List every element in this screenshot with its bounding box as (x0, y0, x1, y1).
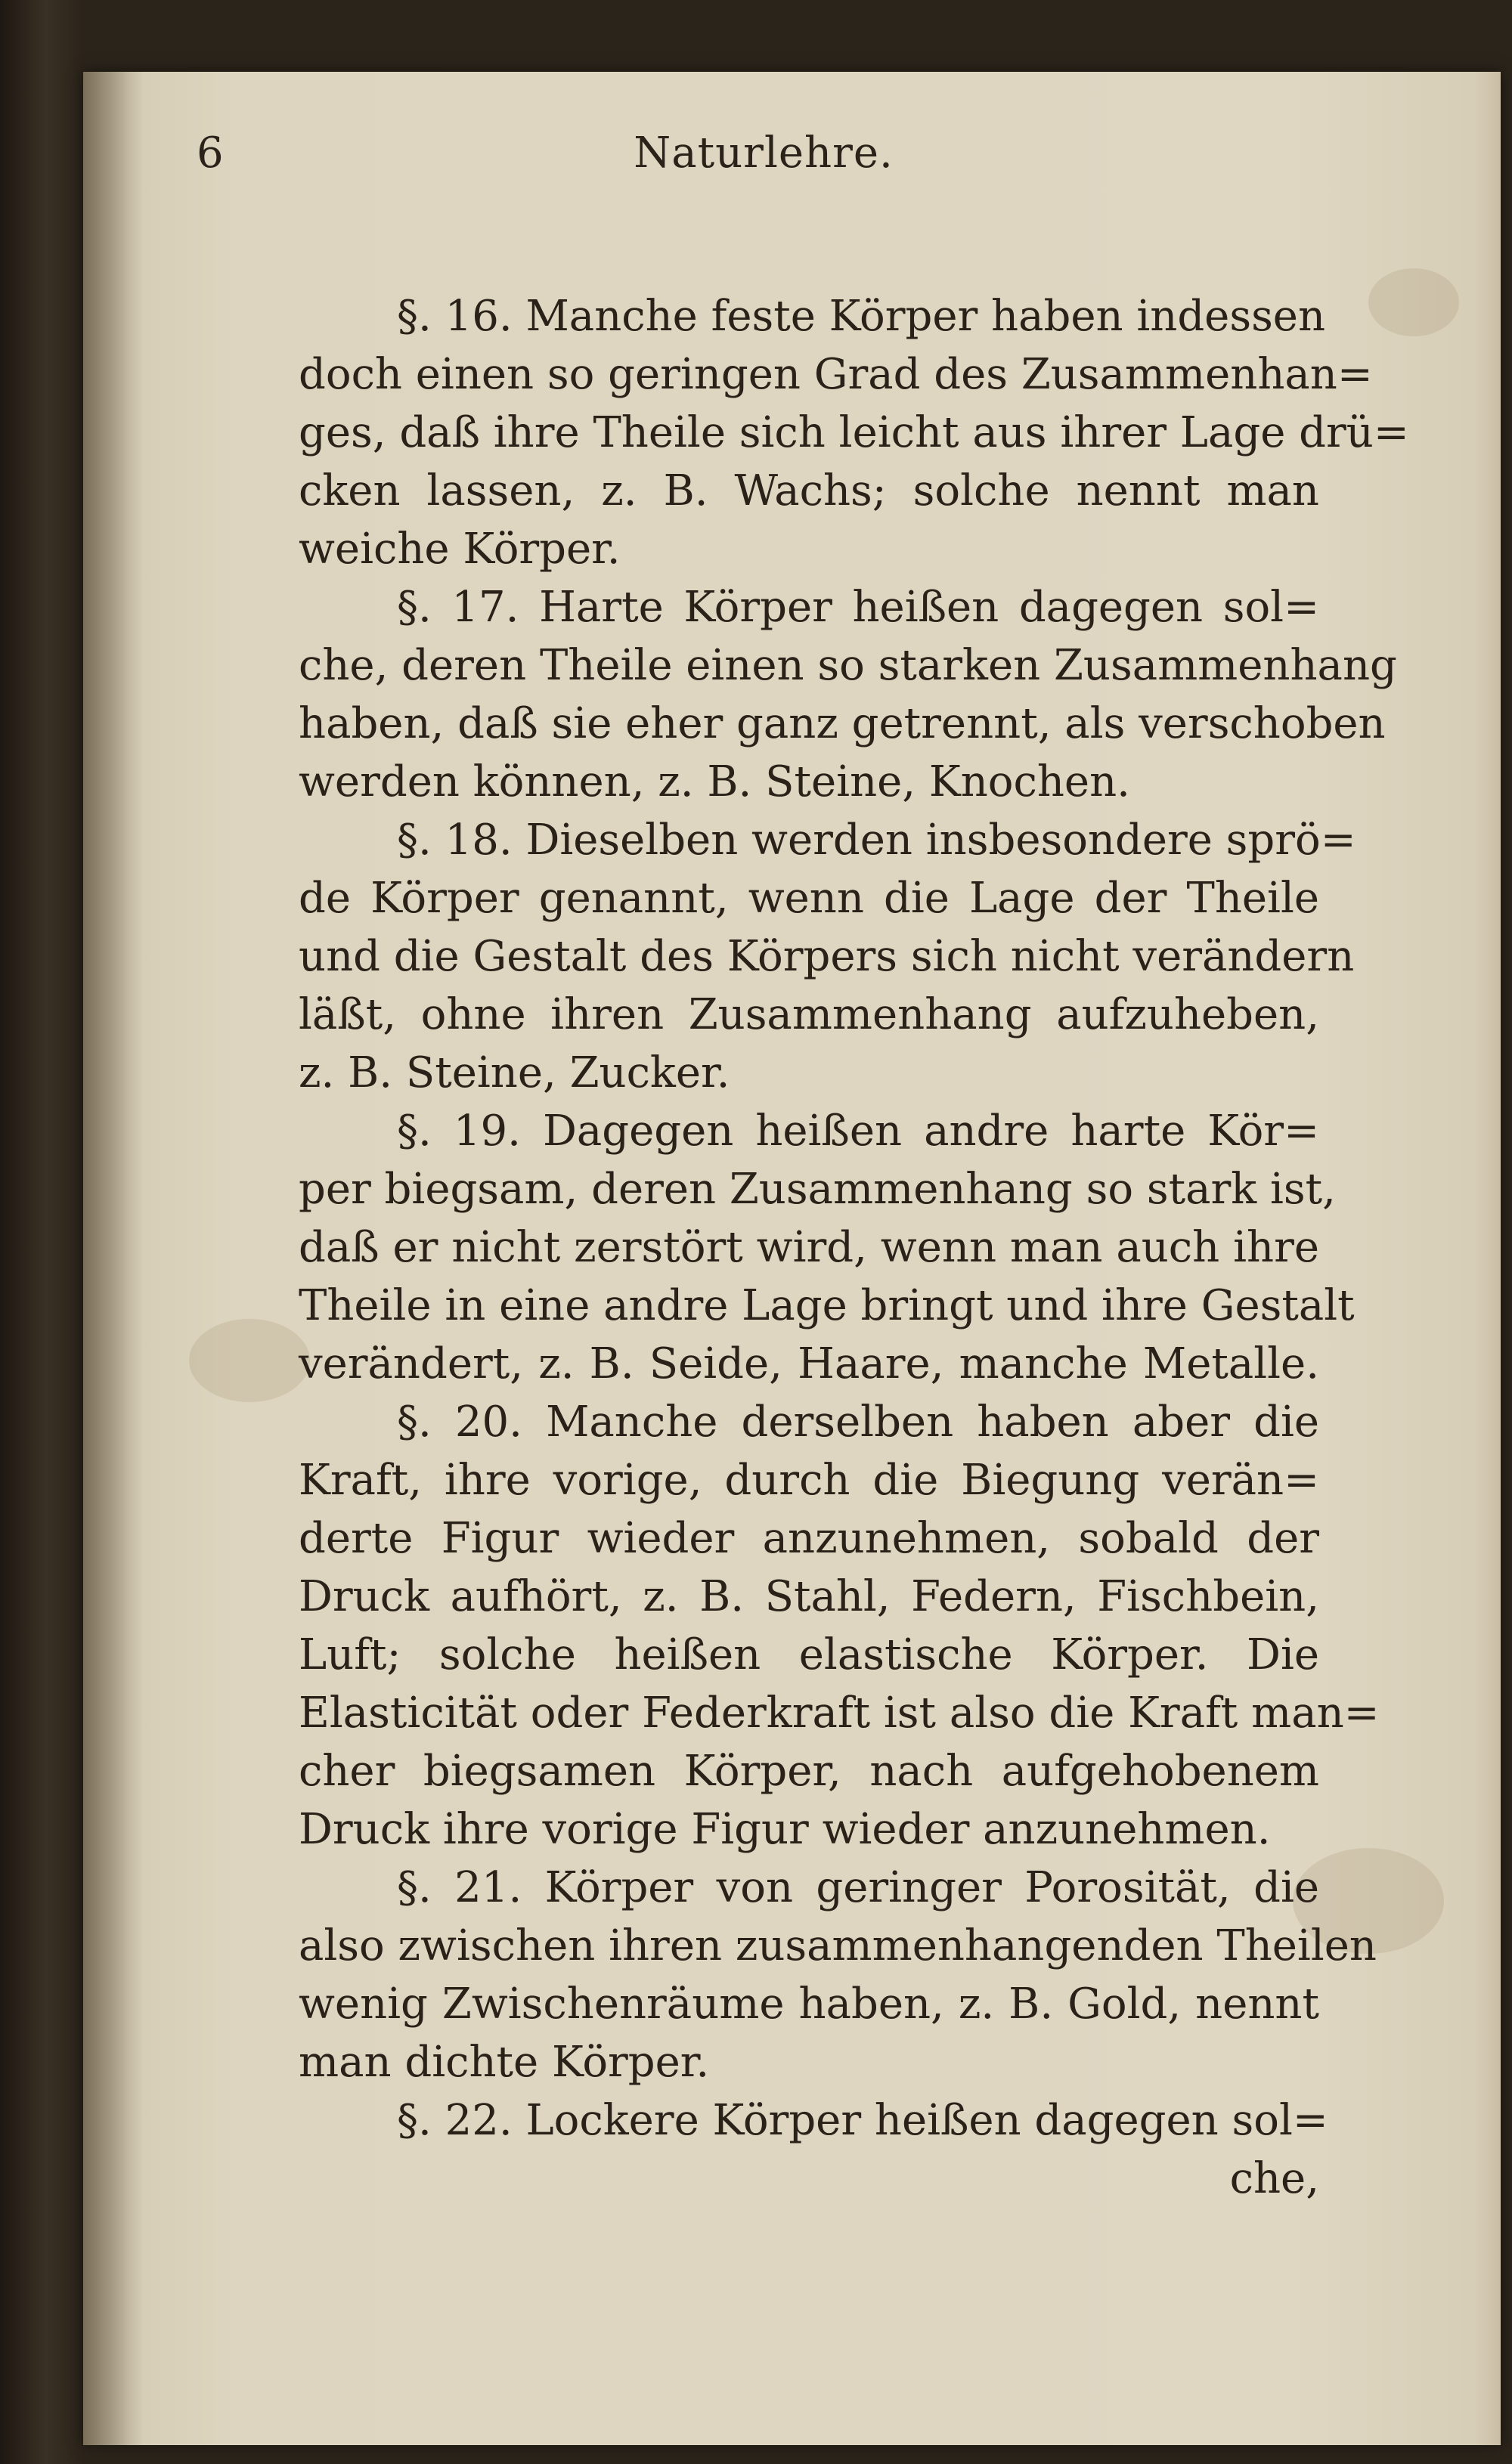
text-line: haben, daß sie eher ganz getrennt, als verschoben (299, 699, 1386, 748)
text-line: §. 20. Manche derselben haben aber die (397, 1398, 1319, 1447)
text-line: und die Gestalt des Körpers sich nicht verändern (299, 932, 1355, 981)
text-line: Luft; solche heißen elastische Körper. Die (299, 1630, 1319, 1679)
text-line: §. 18. Dieselben werden insbesondere sprö= (397, 816, 1356, 865)
catchword: che, (1229, 2154, 1319, 2203)
text-line: Kraft, ihre vorige, durch die Biegung verän= (299, 1456, 1319, 1505)
text-line: wenig Zwischenräume haben, z. B. Gold, nennt (299, 1980, 1319, 2029)
text-line: läßt, ohne ihren Zusammenhang aufzuheben, (299, 990, 1319, 1039)
text-line: also zwischen ihren zusammenhangenden Theilen (299, 1921, 1377, 1970)
text-line: Theile in eine andre Lage bringt und ihre Gestalt (299, 1281, 1355, 1330)
text-line: man dichte Körper. (299, 2038, 710, 2087)
page-gutter-shadow (83, 72, 144, 2445)
text-line: Druck aufhört, z. B. Stahl, Federn, Fischbein, (299, 1572, 1319, 1621)
text-line: Druck ihre vorige Figur wieder anzunehmen. (299, 1805, 1271, 1854)
text-line: weiche Körper. (299, 525, 621, 574)
text-line: verändert, z. B. Seide, Haare, manche Metalle. (299, 1339, 1319, 1388)
text-line: §. 19. Dagegen heißen andre harte Kör= (397, 1107, 1319, 1156)
body-text (299, 287, 1409, 2208)
text-line: §. 17. Harte Körper heißen dagegen sol= (397, 583, 1319, 632)
text-line: doch einen so geringen Grad des Zusammenhan= (299, 350, 1373, 399)
page-header (197, 128, 1331, 204)
text-line: de Körper genannt, wenn die Lage der Theile (299, 874, 1319, 923)
text-line: werden können, z. B. Steine, Knochen. (299, 757, 1130, 806)
text-line: ges, daß ihre Theile sich leicht aus ihrer Lage drü= (299, 408, 1409, 457)
text-line: Elasticität oder Federkraft ist also die Kraft man= (299, 1689, 1380, 1738)
text-line: §. 22. Lockere Körper heißen dagegen sol= (397, 2096, 1328, 2145)
text-line: per biegsam, deren Zusammenhang so stark ist, (299, 1165, 1336, 1214)
text-line: daß er nicht zerstört wird, wenn man auch ihre (299, 1223, 1319, 1272)
text-line: §. 21. Körper von geringer Porosität, die (397, 1863, 1319, 1912)
text-line: cher biegsamen Körper, nach aufgehobenem (299, 1747, 1319, 1796)
text-line: cken lassen, z. B. Wachs; solche nennt man (299, 466, 1319, 515)
text-line: che, deren Theile einen so starken Zusammenhang (299, 641, 1397, 690)
paper-stain (189, 1319, 310, 1402)
text-line: z. B. Steine, Zucker. (299, 1048, 730, 1097)
page-number: 6 (197, 128, 224, 178)
text-line: derte Figur wieder anzunehmen, sobald der (299, 1514, 1319, 1563)
running-title: Naturlehre. (634, 128, 894, 178)
paper-stain (1368, 268, 1459, 336)
text-line: §. 16. Manche feste Körper haben indessen (397, 292, 1326, 341)
